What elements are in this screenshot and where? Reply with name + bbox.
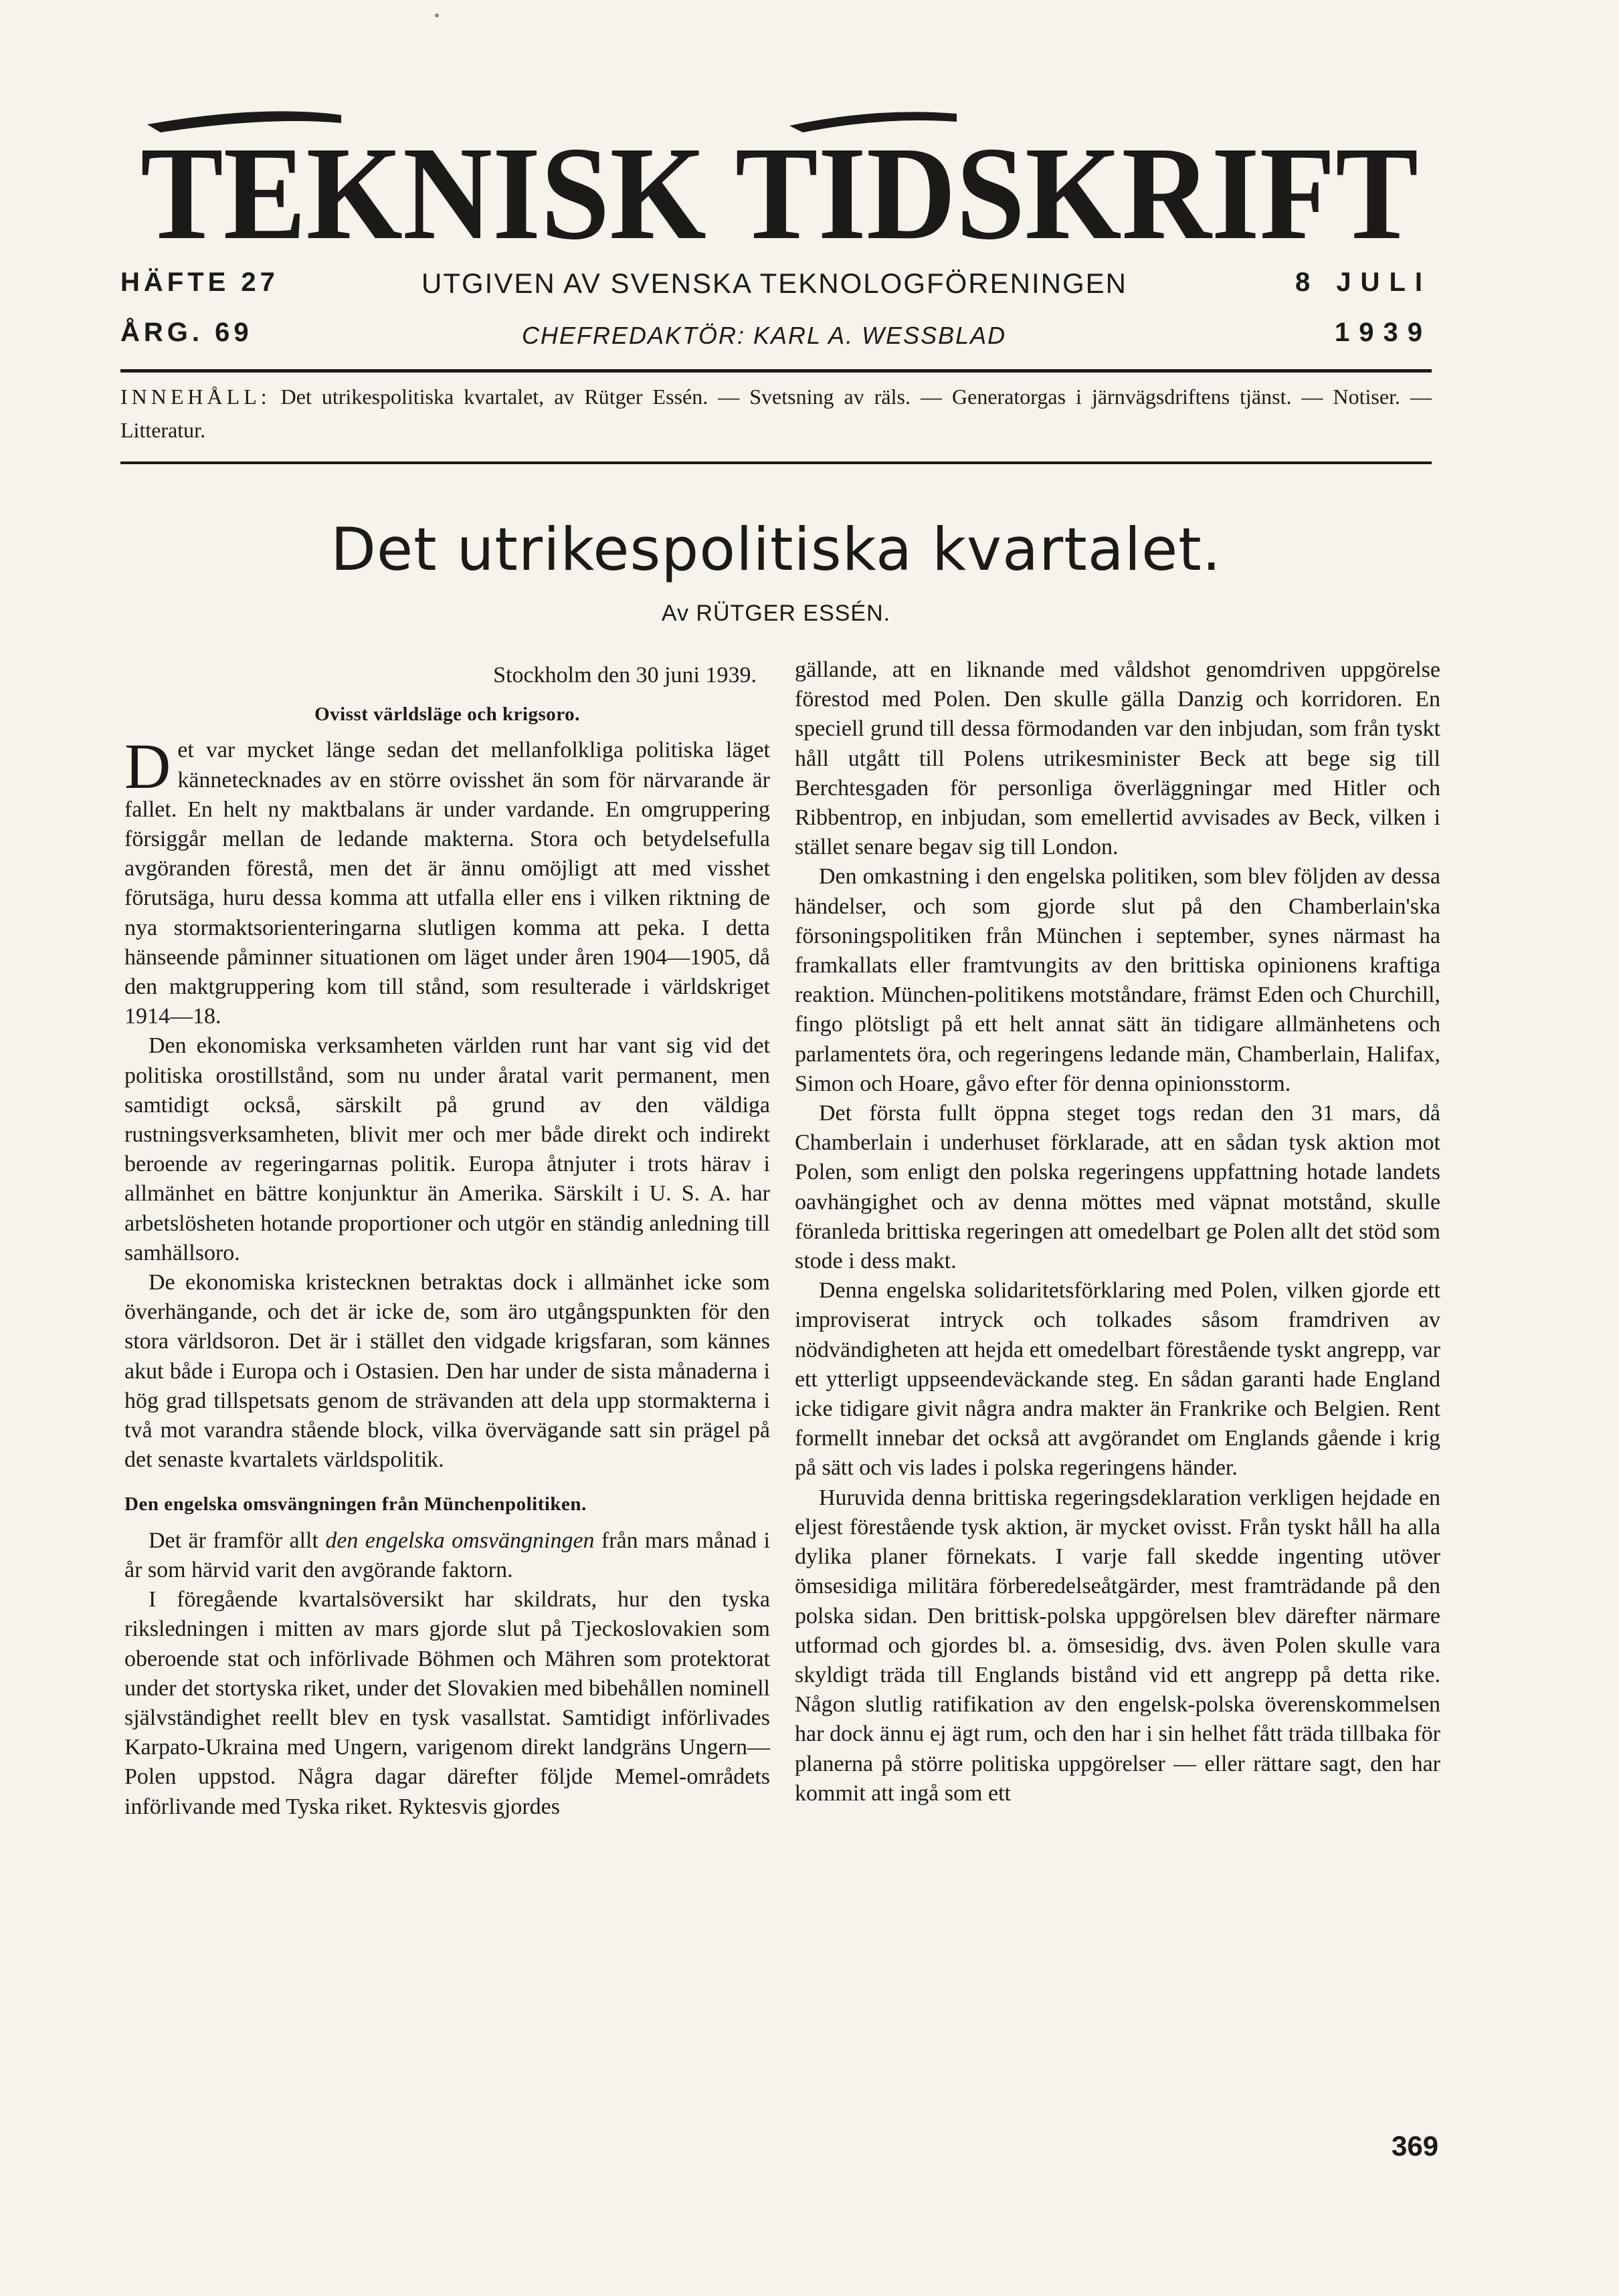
paragraph: Den ekonomiska verksamheten världen runt har vant sig vid det politiska orostillstånd, som nu under åratal varit permanent, men samtidigt också, särskilt på grund av den väldiga rustningsverksamheten, blivit mer och mer både direkt och indirekt beroende av regeringarnas politik. Europa åtnjuter i trots härav i allmänhet en bättre konjunktur än Amerika. Särskilt i U. S. A. har arbetslösheten hotande proportioner och utgör en ständig anledning till samhällsoro.: [124, 1033, 770, 1265]
table-of-contents: [120, 380, 1432, 447]
section-heading: Ovisst världsläge och krigsoro.: [314, 704, 580, 726]
page-number: 369: [1392, 2130, 1439, 2162]
paragraph: Den omkastning i den engelska politiken, som blev följden av dessa händelser, och som gjorde slut på den Chamberlain'ska försoningspolitiken från München i september, synes närmast ha framkallats eller framtvungits av den brittiska opinionens kraftiga reaktion. München-politikens motståndare, främst Eden och Churchill, fingo plötsligt på ett helt annat sätt än tidigare allmänhetens och parlamentets öra, och regeringens ledande män, Chamberlain, Halifax, Simon och Hoare, gåvo efter för denna opinionsstorm.: [795, 864, 1440, 1096]
column-left: [124, 655, 770, 1822]
masthead-meta-row-1: [120, 268, 1432, 308]
drop-cap: D: [124, 730, 171, 803]
section-heading: Den engelska omsvängningen från Münchenpolitiken.: [124, 1493, 587, 1516]
article-byline: Av RÜTGER ESSÉN.: [661, 601, 891, 626]
masthead-title: TEKNISK TIDSKRIFT: [140, 120, 1418, 253]
issue-number: HÄFTE 27: [120, 268, 279, 297]
publisher-line: UTGIVEN AV SVENSKA TEKNOLOGFÖRENINGEN: [421, 268, 1128, 299]
contents-label: INNEHÅLL:: [120, 385, 271, 409]
contents-text: Det utrikespolitiska kvartalet, av Rütger Essén. — Svetsning av räls. — Generatorgas i järnvägsdriftens tjänst. — Notiser. — Litteratur.: [120, 385, 1432, 442]
paper-speck: [435, 13, 439, 17]
issue-date: 8 JULI: [1295, 268, 1432, 297]
masthead: [120, 106, 1432, 253]
editor-line: CHEFREDAKTÖR: KARL A. WESSBLAD: [522, 322, 1007, 349]
paragraph: Det var mycket länge sedan det mellanfolkliga politiska läget kännetecknades av en större ovisshet än som för närvarande är fallet. En helt ny maktbalans är under vardande. En omgruppering försiggår mellan de ledande makterna. Stora och betydelsefulla avgöranden förestå, men det är ännu omöjligt att med visshet förutsäga, huru dessa komma att utfalla eller ens i vilken riktning de nya stormaktsorienteringarna slutligen komma att peka. I detta hänseende påminner situationen om läget under åren 1904—1905, då den maktgruppering kom till stånd, som resulterade i världskriget 1914—18.: [124, 730, 770, 1029]
masthead-logo: [120, 106, 1432, 253]
paragraph: Det är framför allt den engelska omsvängningen från mars månad i år som härvid varit den avgörande faktorn.: [124, 1528, 770, 1582]
paragraph: gällande, att en liknande med våldshot genomdriven uppgörelse förestod med Polen. Den skulle gälla Danzig och korridoren. En speciell grund till dessa förmodanden var den inbjudan, som från tyskt håll utgått till Polens utrikesminister Beck att bege sig till Berchtesgaden för personliga överläggningar med Hitler och Ribbentrop, en inbjudan, som emellertid avvisades av Beck, vilken i stället senare begav sig till London.: [795, 657, 1440, 860]
emphasis: den engelska omsvängningen: [325, 1528, 595, 1553]
issue-year: 1939: [1335, 318, 1432, 347]
paragraph: Det första fullt öppna steget togs redan den 31 mars, då Chamberlain i underhuset förklarade, att en sådan tysk aktion mot Polen, som enligt den polska regeringens uppfattning hotade landets oavhängighet och av denna möttes med väpnat motstånd, skulle föranleda brittiska regeringen att omedelbart ge Polen allt det stöd som stode i dess makt.: [795, 1101, 1440, 1274]
article-title: Det utrikespolitiska kvartalet.: [330, 515, 1222, 584]
contents-bottom-rule: [120, 461, 1432, 464]
dateline: Stockholm den 30 juni 1939.: [493, 663, 757, 688]
paragraph: I föregående kvartalsöversikt har skildrats, hur den tyska riksledningen i mitten av mars gjorde slut på Tjeckoslovakien som oberoende stat och införlivade Böhmen och Mähren som protektorat under det stortyska riket, under det Slovakien med bibehållen nominell självständighet reellt blev en tysk vasallstat. Samtidigt införlivades Karpato-Ukraina med Ungern, varigenom direkt landgräns Ungern—Polen uppstod. Några dagar därefter följde Memel-områdets införlivande med Tyska riket. Ryktesvis gjordes: [124, 1587, 770, 1819]
masthead-meta-row-2: [120, 318, 1432, 358]
volume-number: ÅRG. 69: [120, 318, 253, 347]
paragraph: Denna engelska solidaritetsförklaring med Polen, vilken gjorde ett improviserat intryck och tolkades såsom framdriven av nödvändigheten att hejda ett omedelbart förestående tyskt angrepp, var ett ytterligt uppseendeväckande steg. En sådan garanti hade England icke tidigare givit några andra makter än Frankrike och Belgien. Rent formellt innebar det också att avgörandet om Englands gående i krig på sätt och vis lades i polska regeringens händer.: [795, 1278, 1440, 1481]
paragraph: Huruvida denna brittiska regeringsdeklaration verkligen hejdade en eljest förestående tysk aktion, är mycket ovisst. Från tyskt håll ha alla dylika planer förnekats. I varje fall skedde ingenting utöver ömsesidiga militära förberedelseåtgärder, mest framträdande på den polska sidan. Den brittisk-polska uppgörelsen blev därefter närmare utformad och gjordes bl. a. ömsesidig, dvs. även Polen skulle vara skyldigt träda till Englands bistånd vid ett angrepp på detta rike. Någon slutlig ratifikation av den engelsk-polska överenskommelsen har dock ännu ej ägt rum, och den har i sin helhet fått träda tillbaka för planerna på större politiska uppgörelser — eller rättare sagt, den har kommit att ingå som ett: [795, 1485, 1440, 1806]
column-right: [795, 655, 1440, 1808]
paragraph: De ekonomiska kristecknen betraktas dock i allmänhet icke som överhängande, och det är icke de, som äro utgångspunkten för den stora världsoron. Det är i stället den vidgade krigsfaran, som kännes akut både i Europa och i Ostasien. Den har under de sista månaderna i hög grad tillspetsats genom de strävanden att dela upp stormakterna i två mot varandra stående block, vilka övervägande satt sin prägel på det senaste kvartalets världspolitik.: [124, 1270, 770, 1473]
contents-top-rule: [120, 369, 1432, 373]
